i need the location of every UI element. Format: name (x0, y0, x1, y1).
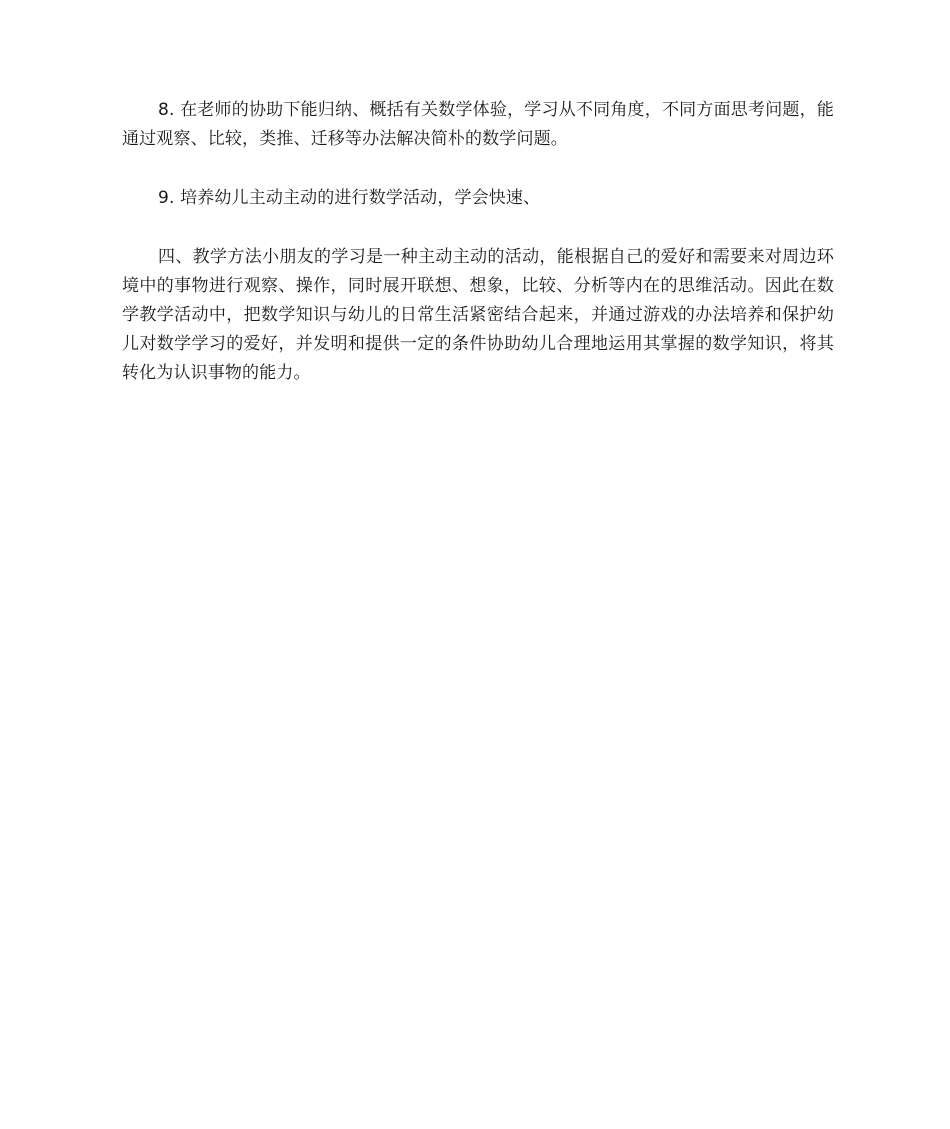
paragraph-item-9: 9. 培养幼儿主动主动的进行数学活动，学会快速、 (158, 188, 541, 208)
paragraph-section-4-teaching-methods: 四、教学方法小朋友的学习是一种主动主动的活动，能根据自己的爱好和需要来对周边环境中的事物进行观察、操作，同时展开联想、想象，比较、分析等内在的思维活动。因此在数学教学活动中，把数学知识与幼儿的日常生活紧密结合起来，并通过游戏的办法培养和保护幼儿对数学学习的爱好，并发明和提供一定的条件协助幼儿合理地运用其掌握的数学知识，将其转化为认识事物的能力。 (122, 247, 834, 383)
paragraph-item-8: 8. 在老师的协助下能归纳、概括有关数学体验，学习从不同角度，不同方面思考问题，能通过观察、比较，类推、迁移等办法解决简朴的数学问题。 (122, 100, 834, 149)
document-body (122, 96, 834, 388)
